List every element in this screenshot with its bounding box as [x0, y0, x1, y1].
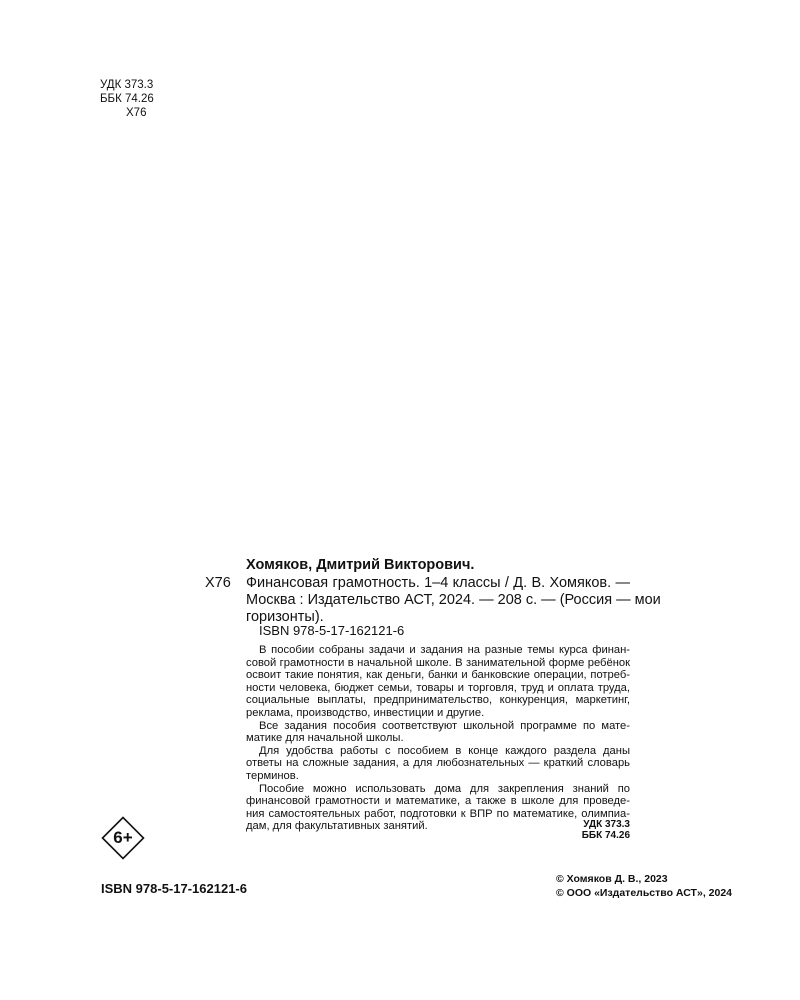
copyright-publisher: © ООО «Издательство АСТ», 2024	[556, 886, 733, 899]
author-heading: Хомяков, Дмитрий Викторович.	[246, 557, 475, 573]
annotation	[246, 644, 630, 833]
bibliographic-description	[246, 575, 661, 626]
annotation-line: Для удобства работы с пособием в конце каждого раздела даны	[259, 744, 630, 757]
isbn-bottom: ISBN 978-5-17-162121-6	[101, 881, 247, 896]
copyright-author: © Хомяков Д. В., 2023	[556, 873, 668, 885]
author-sign-code: Х76	[126, 107, 147, 119]
udk-code: УДК 373.3	[100, 79, 154, 91]
citation-line: горизонты).	[246, 609, 324, 625]
annotation-line: ответы на сложные задания, а для любознательных — краткий словарь	[246, 757, 630, 770]
annotation-line: Все задания пособия соответствуют школьной программе по мате-	[259, 719, 630, 732]
annotation-line: социальные выплаты, предпринимательство, конкуренция, маркетинг,	[246, 694, 630, 707]
annotation-line: В пособии собраны задачи и задания на разные темы курса финан-	[259, 644, 630, 656]
annotation-line: ности человека, бюджет семьи, товары и торговля, труд и оплата труда,	[246, 681, 630, 694]
bbk-code: ББК 74.26	[100, 93, 154, 105]
annotation-line: матике для начальной школы.	[246, 732, 404, 745]
annotation-line: Пособие можно использовать дома для закрепления знаний по	[259, 782, 630, 795]
udk-code: УДК 373.3	[583, 819, 630, 830]
annotation-line: совой грамотности в начальной школе. В занимательной форме ребёнок	[246, 656, 630, 669]
isbn-inline: ISBN 978-5-17-162121-6	[259, 623, 405, 638]
citation-line: Финансовая грамотность. 1–4 классы / Д. В. Хомяков. —	[246, 575, 630, 591]
copyright-block	[556, 873, 732, 900]
author-sign-code-inline: Х76	[205, 575, 231, 591]
classification-codes-top	[100, 78, 154, 120]
bbk-code: ББК 74.26	[581, 830, 630, 841]
annotation-line: реклама, производство, инвестиции и другие.	[246, 706, 485, 719]
annotation-line: освоит такие понятия, как деньги, банки и банковские операции, потреб-	[246, 669, 630, 682]
classification-codes-bottom	[560, 819, 630, 841]
annotation-line: финансовой грамотности и математике, а также в школе для проведе-	[246, 795, 630, 808]
age-rating-label: 6+	[113, 828, 133, 847]
annotation-line: ния самостоятельных работ, подготовки к ВПР по математике, олимпиа-	[246, 807, 630, 820]
citation-line: Москва : Издательство АСТ, 2024. — 208 с. — (Россия — мои	[246, 592, 661, 608]
annotation-line: терминов.	[246, 769, 299, 782]
annotation-line: дам, для факультативных занятий.	[246, 820, 428, 833]
